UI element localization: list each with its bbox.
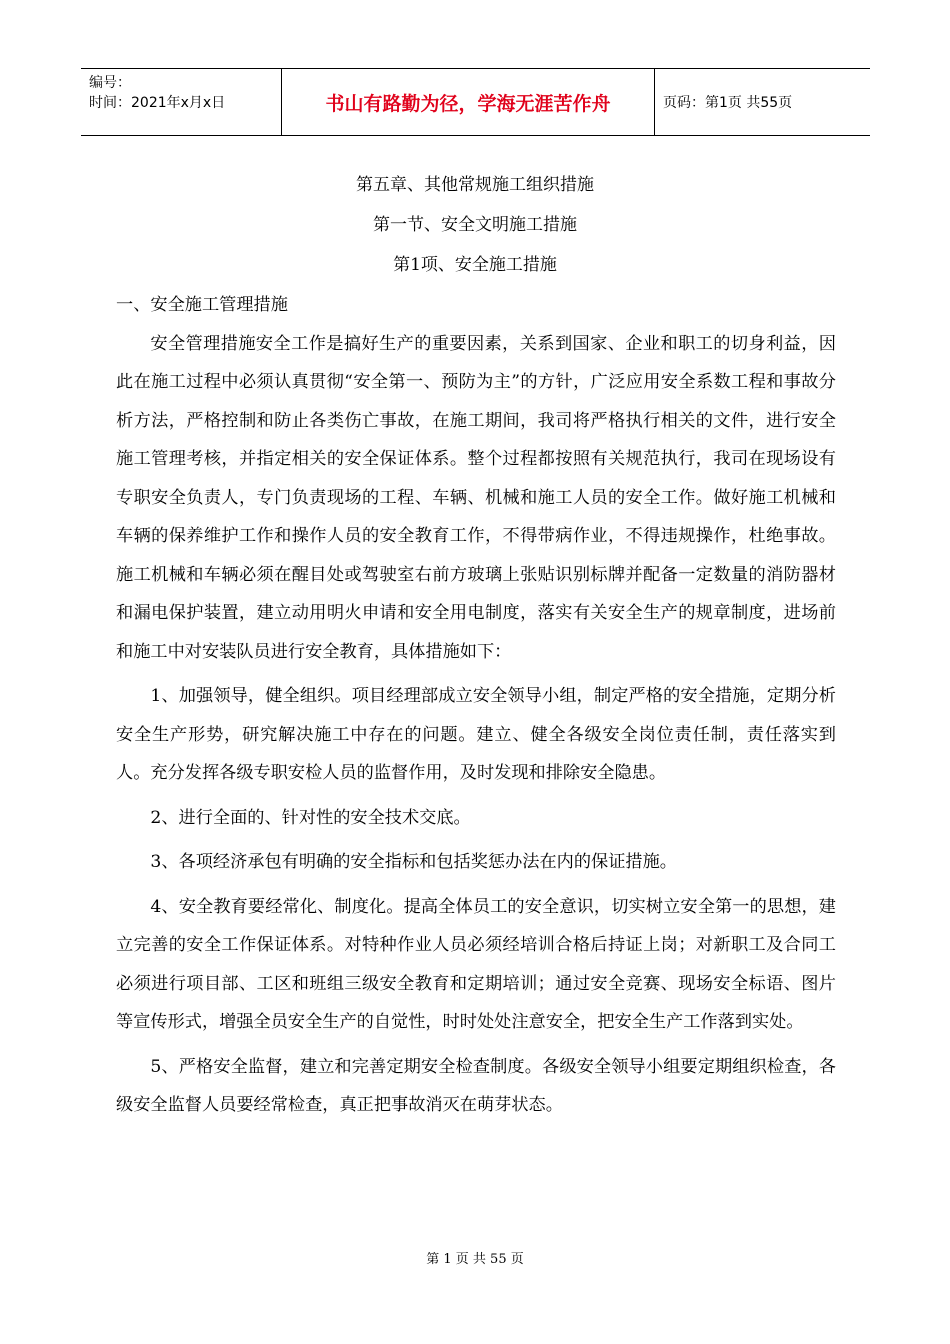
- paragraph-item-3: 3、各项经济承包有明确的安全指标和包括奖惩办法在内的保证措施。: [150, 852, 677, 872]
- section-title: 第一节、安全文明施工措施: [373, 215, 577, 235]
- paragraph-item-4: 4、安全教育要经常化、制度化。提高全体员工的安全意识，切实树立安全第一的思想，建立完善的安全工作保证体系。对特种作业人员必须经培训合格后持证上岗；对新职工及合同工必须进行项目部、工区和班组三级安全教育和定期培训；通过安全竞赛、现场安全标语、图片等宣传形式，增强全员安全生产的自觉性，时时处处注意安全，把安全生产工作落到实处。: [116, 896, 836, 1032]
- paragraph-item-1: 1、加强领导，健全组织。项目经理部成立安全领导小组，制定严格的安全措施，定期分析安全生产形势，研究解决施工中存在的问题。建立、健全各级安全岗位责任制，责任落实到人。充分发挥各级专职安检人员的监督作用，及时发现和排除安全隐患。: [116, 686, 836, 783]
- motto: 书山有路勤为径，学海无涯苦作舟: [281, 69, 655, 135]
- header-table: [81, 68, 870, 136]
- page-info: 页码：第1页 共55页: [663, 95, 793, 111]
- paragraph-item-2: 2、进行全面的、针对性的安全技术交底。: [150, 807, 471, 828]
- date-label: 时间：2021年x月x日: [89, 95, 226, 111]
- code-label: 编号：: [89, 75, 131, 91]
- page-footer: 第 1 页 共 55 页: [426, 1252, 524, 1267]
- chapter-title: 第五章、其他常规施工组织措施: [356, 175, 594, 195]
- paragraph-intro: 安全管理措施安全工作是搞好生产的重要因素，关系到国家、企业和职工的切身利益，因此在施工过程中必须认真贯彻“安全第一、预防为主”的方针，广泛应用安全系数工程和事故分析方法，严格控制和防止各类伤亡事故，在施工期间，我司将严格执行相关的文件，进行安全施工管理考核，并指定相关的安全保证体系。整个过程都按照有关规范执行，我司在现场设有专职安全负责人，专门负责现场的工程、车辆、机械和施工人员的安全工作。做好施工机械和车辆的保养维护工作和操作人员的安全教育工作，不得带病作业，不得违规操作，杜绝事故。施工机械和车辆必须在醒目处或驾驶室右前方玻璃上张贴识别标牌并配备一定数量的消防器材和漏电保护装置，建立动用明火申请和安全用电制度，落实有关安全生产的规章制度，进场前和施工中对安装队员进行安全教育，具体措施如下：: [116, 333, 836, 662]
- item-title: 第1项、安全施工措施: [393, 255, 557, 275]
- document-body: [116, 286, 836, 1125]
- paragraph-item-5: 5、严格安全监督，建立和完善定期安全检查制度。各级安全领导小组要定期组织检查，各级安全监督人员要经常检查，真正把事故消灭在萌芽状态。: [116, 1056, 836, 1115]
- header-left-cell: [81, 69, 281, 135]
- heading-safety-management: 一、安全施工管理措施: [116, 295, 288, 315]
